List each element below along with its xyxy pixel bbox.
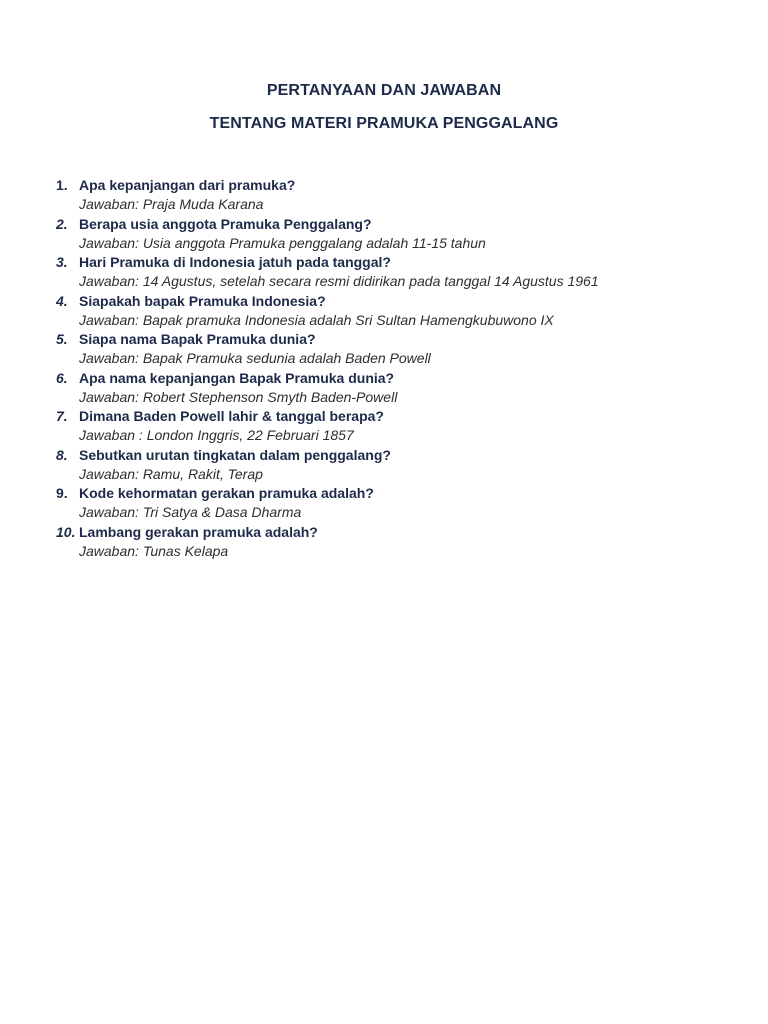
answer-text: Jawaban: 14 Agustus, setelah secara resmi didirikan pada tanggal 14 Agustus 1961: [79, 273, 599, 289]
qa-list: [56, 176, 746, 561]
question-number: 9.: [56, 485, 68, 501]
question-number: 3.: [56, 254, 68, 270]
question-number: 1.: [56, 177, 68, 193]
qa-item-5: [56, 330, 746, 369]
question-text: Dimana Baden Powell lahir & tanggal berapa?: [79, 408, 384, 424]
question-text: Lambang gerakan pramuka adalah?: [79, 523, 318, 540]
answer-text: Jawaban: Tri Satya & Dasa Dharma: [79, 504, 302, 520]
qa-item-4: [56, 292, 746, 331]
qa-item-7: [56, 407, 746, 446]
question-text: Apa nama kepanjangan Bapak Pramuka dunia?: [79, 369, 395, 386]
document-title: PERTANYAAN DAN JAWABAN: [266, 82, 502, 99]
question-number: 2.: [56, 215, 68, 232]
question-number: 8.: [56, 446, 68, 463]
document-subtitle: TENTANG MATERI PRAMUKA PENGGALANG: [209, 115, 559, 132]
qa-item-6: [56, 369, 746, 408]
question-number: 6.: [56, 369, 68, 386]
question-text: Berapa usia anggota Pramuka Penggalang?: [79, 215, 372, 232]
question-text: Siapa nama Bapak Pramuka dunia?: [79, 331, 316, 347]
question-text: Hari Pramuka di Indonesia jatuh pada tanggal?: [79, 254, 391, 270]
qa-item-8: [56, 446, 746, 485]
question-text: Kode kehormatan gerakan pramuka adalah?: [79, 485, 374, 501]
answer-text: Jawaban : London Inggris, 22 Februari 1857: [79, 427, 354, 443]
question-number: 5.: [56, 331, 68, 347]
answer-text: Jawaban: Praja Muda Karana: [79, 196, 264, 212]
answer-text: Jawaban: Bapak Pramuka sedunia adalah Baden Powell: [79, 350, 431, 366]
question-number: 10.: [56, 523, 76, 540]
question-number: 4.: [56, 292, 68, 309]
answer-text: Jawaban: Bapak pramuka Indonesia adalah Sri Sultan Hamengkubuwono IX: [79, 311, 554, 328]
question-text: Siapakah bapak Pramuka Indonesia?: [79, 292, 326, 309]
qa-item-9: [56, 484, 746, 523]
question-text: Sebutkan urutan tingkatan dalam penggalang?: [79, 446, 391, 463]
answer-text: Jawaban: Usia anggota Pramuka penggalang adalah 11-15 tahun: [79, 234, 486, 251]
answer-text: Jawaban: Ramu, Rakit, Terap: [79, 465, 263, 482]
question-number: 7.: [56, 408, 68, 424]
question-text: Apa kepanjangan dari pramuka?: [79, 177, 296, 193]
answer-text: Jawaban: Robert Stephenson Smyth Baden-Powell: [79, 388, 398, 405]
qa-item-10: [56, 523, 746, 562]
qa-item-1: [56, 176, 746, 215]
answer-text: Jawaban: Tunas Kelapa: [79, 542, 229, 559]
qa-item-3: [56, 253, 746, 292]
qa-item-2: [56, 215, 746, 254]
